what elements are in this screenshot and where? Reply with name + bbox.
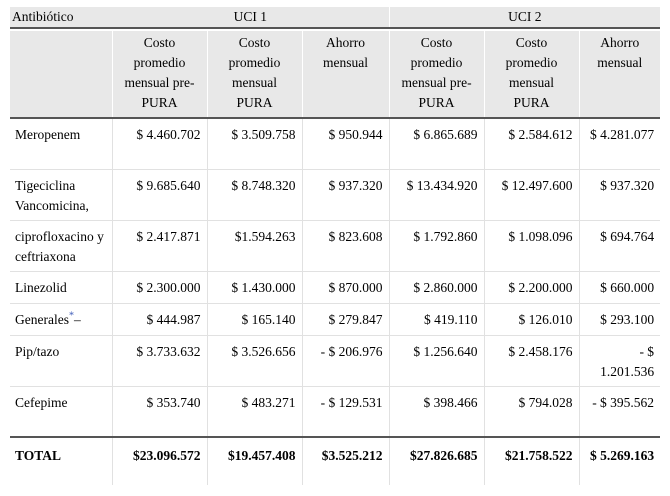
cost-table [10, 7, 660, 485]
group-header-row [10, 7, 660, 28]
total-cell: $23.096.572 [112, 437, 207, 485]
cell: $ 293.100 [579, 303, 660, 335]
cell: $ 126.010 [484, 303, 579, 335]
row-label: Cefepime [10, 386, 112, 437]
total-cell: $ 5.269.163 [579, 437, 660, 485]
cell: $ 1.098.096 [484, 220, 579, 271]
col-header: Ahorro mensual [302, 31, 389, 118]
cell: $ 2.200.000 [484, 271, 579, 303]
total-cell: $27.826.685 [389, 437, 484, 485]
cell: $ 4.460.702 [112, 118, 207, 169]
row-label: ciprofloxacino y ceftriaxona [10, 220, 112, 271]
table-row [10, 271, 660, 303]
cell: $ 2.417.871 [112, 220, 207, 271]
row-label-text: Generales [15, 311, 69, 327]
table-row [10, 335, 660, 386]
cell: $ 483.271 [207, 386, 302, 437]
table-row [10, 169, 660, 220]
cell: - $ 1.201.536 [579, 335, 660, 386]
cell: $ 353.740 [112, 386, 207, 437]
total-cell: $19.457.408 [207, 437, 302, 485]
cell: $ 2.458.176 [484, 335, 579, 386]
cell: $ 694.764 [579, 220, 660, 271]
row-label: Tigeciclina Vancomicina, [10, 169, 112, 220]
cell: - $ 395.562 [579, 386, 660, 437]
footnote-link[interactable]: * [68, 310, 74, 321]
cell: $ 937.320 [579, 169, 660, 220]
cell: $ 2.300.000 [112, 271, 207, 303]
table-row [10, 303, 660, 335]
cell: $ 4.281.077 [579, 118, 660, 169]
cell: $ 1.256.640 [389, 335, 484, 386]
total-cell: $3.525.212 [302, 437, 389, 485]
cell: $ 1.792.860 [389, 220, 484, 271]
cell: $ 444.987 [112, 303, 207, 335]
cell: $ 794.028 [484, 386, 579, 437]
row-label-dash: – [73, 311, 81, 327]
cell: $ 1.430.000 [207, 271, 302, 303]
cell: - $ 129.531 [302, 386, 389, 437]
cell: $ 279.847 [302, 303, 389, 335]
cell: $ 2.860.000 [389, 271, 484, 303]
cell: $ 950.944 [302, 118, 389, 169]
cell: $ 660.000 [579, 271, 660, 303]
antibiotic-header: Antibiótico [10, 7, 112, 28]
total-row [10, 437, 660, 485]
cell: $ 398.466 [389, 386, 484, 437]
cell: - $ 206.976 [302, 335, 389, 386]
total-cell: $21.758.522 [484, 437, 579, 485]
row-label: Linezolid [10, 271, 112, 303]
total-label: TOTAL [10, 437, 112, 485]
cell: $ 937.320 [302, 169, 389, 220]
cell: $ 870.000 [302, 271, 389, 303]
blank-header [10, 31, 112, 118]
col-header: Costo promedio mensual PURA [484, 31, 579, 118]
row-label [10, 303, 112, 335]
uci1-header: UCI 1 [112, 7, 389, 28]
uci2-header: UCI 2 [389, 7, 660, 28]
cell: $ 2.584.612 [484, 118, 579, 169]
cell: $ 8.748.320 [207, 169, 302, 220]
cell: $ 6.865.689 [389, 118, 484, 169]
row-label: Meropenem [10, 118, 112, 169]
cell: $ 3.526.656 [207, 335, 302, 386]
col-header: Ahorro mensual [579, 31, 660, 118]
cell: $ 13.434.920 [389, 169, 484, 220]
table-row [10, 118, 660, 169]
col-header: Costo promedio mensual PURA [207, 31, 302, 118]
cell: $1.594.263 [207, 220, 302, 271]
column-header-row [10, 31, 660, 118]
table-row [10, 220, 660, 271]
cell: $ 3.509.758 [207, 118, 302, 169]
cell: $ 3.733.632 [112, 335, 207, 386]
row-label: Pip/tazo [10, 335, 112, 386]
col-header: Costo promedio mensual pre-PURA [389, 31, 484, 118]
table-row [10, 386, 660, 437]
cell: $ 165.140 [207, 303, 302, 335]
cell: $ 419.110 [389, 303, 484, 335]
col-header: Costo promedio mensual pre-PURA [112, 31, 207, 118]
cell: $ 12.497.600 [484, 169, 579, 220]
cell: $ 9.685.640 [112, 169, 207, 220]
cell: $ 823.608 [302, 220, 389, 271]
